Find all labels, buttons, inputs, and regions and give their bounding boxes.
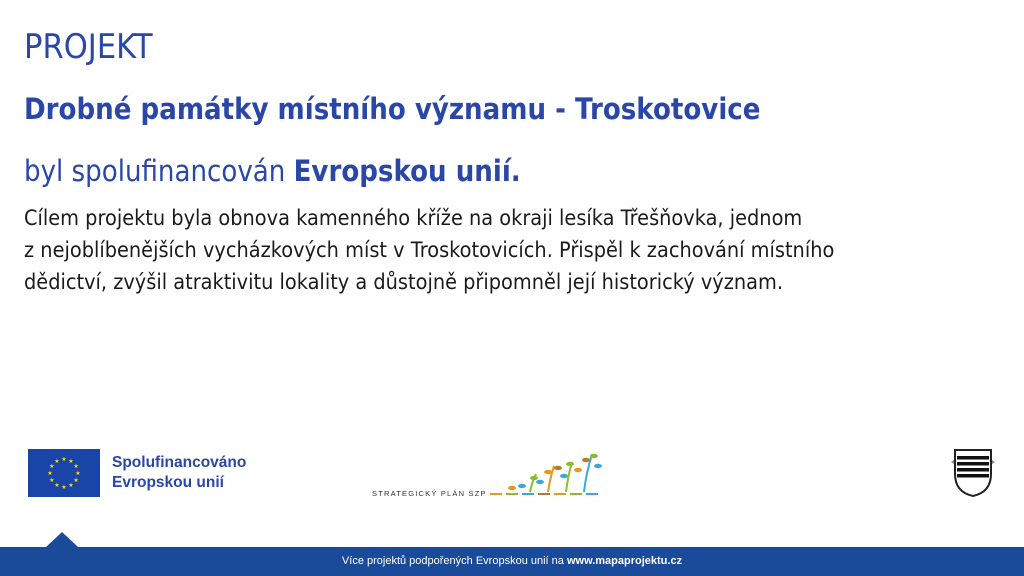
- project-title: Drobné památky místního významu - Troskotovice: [24, 92, 761, 126]
- page-label: PROJEKT: [24, 27, 153, 67]
- eu-star-icon: ★: [75, 470, 81, 477]
- eu-logo-text: [112, 453, 246, 493]
- eu-star-icon: ★: [68, 457, 74, 465]
- strategic-plan-label: STRATEGICKÝ PLÁN SZP: [372, 489, 487, 498]
- cofinanced-prefix: byl spolufinancován: [24, 154, 294, 188]
- eu-star-icon: ★: [49, 477, 55, 484]
- eu-logo-line2: Evropskou unií: [112, 474, 224, 491]
- footer-link[interactable]: www.mapaprojektu.cz: [566, 555, 683, 567]
- eu-star-icon: ★: [68, 482, 74, 490]
- eu-star-icon: ★: [47, 470, 53, 477]
- eu-star-icon: ★: [73, 477, 79, 484]
- footer-notch: [46, 532, 78, 547]
- description-line: z nejoblíbenějších vycházkových míst v Troskotovicích. Přispěl k zachování místního: [24, 238, 835, 263]
- eu-star-icon: ★: [61, 456, 67, 463]
- eu-star-icon: ★: [61, 484, 67, 491]
- footer-text: Více projektů podpořených Evropskou unií na: [341, 555, 567, 567]
- eu-star-icon: ★: [54, 482, 60, 490]
- eu-logo-line1: Spolufinancováno: [112, 454, 247, 471]
- cofinanced-emphasis: Evropskou unií.: [293, 154, 521, 188]
- description-line: Cílem projektu byla obnova kamenného kříže na okraji lesíka Třešňovka, jednom: [24, 206, 803, 231]
- eu-cofinanced-logo: [28, 449, 246, 497]
- project-description: [24, 203, 924, 299]
- description-line: dědictví, zvýšil atraktivitu lokality a důstojně připomněl její historický význam.: [24, 270, 784, 295]
- eu-star-icon: ★: [54, 457, 60, 465]
- eu-star-icon: ★: [49, 463, 55, 470]
- eu-star-icon: ★: [73, 463, 79, 470]
- municipal-emblem-icon: [950, 446, 996, 498]
- eu-flag-icon: [28, 449, 100, 497]
- footer-bar: [0, 547, 1024, 576]
- cofinanced-statement: [24, 154, 521, 188]
- strategic-plan-logo: [372, 448, 612, 500]
